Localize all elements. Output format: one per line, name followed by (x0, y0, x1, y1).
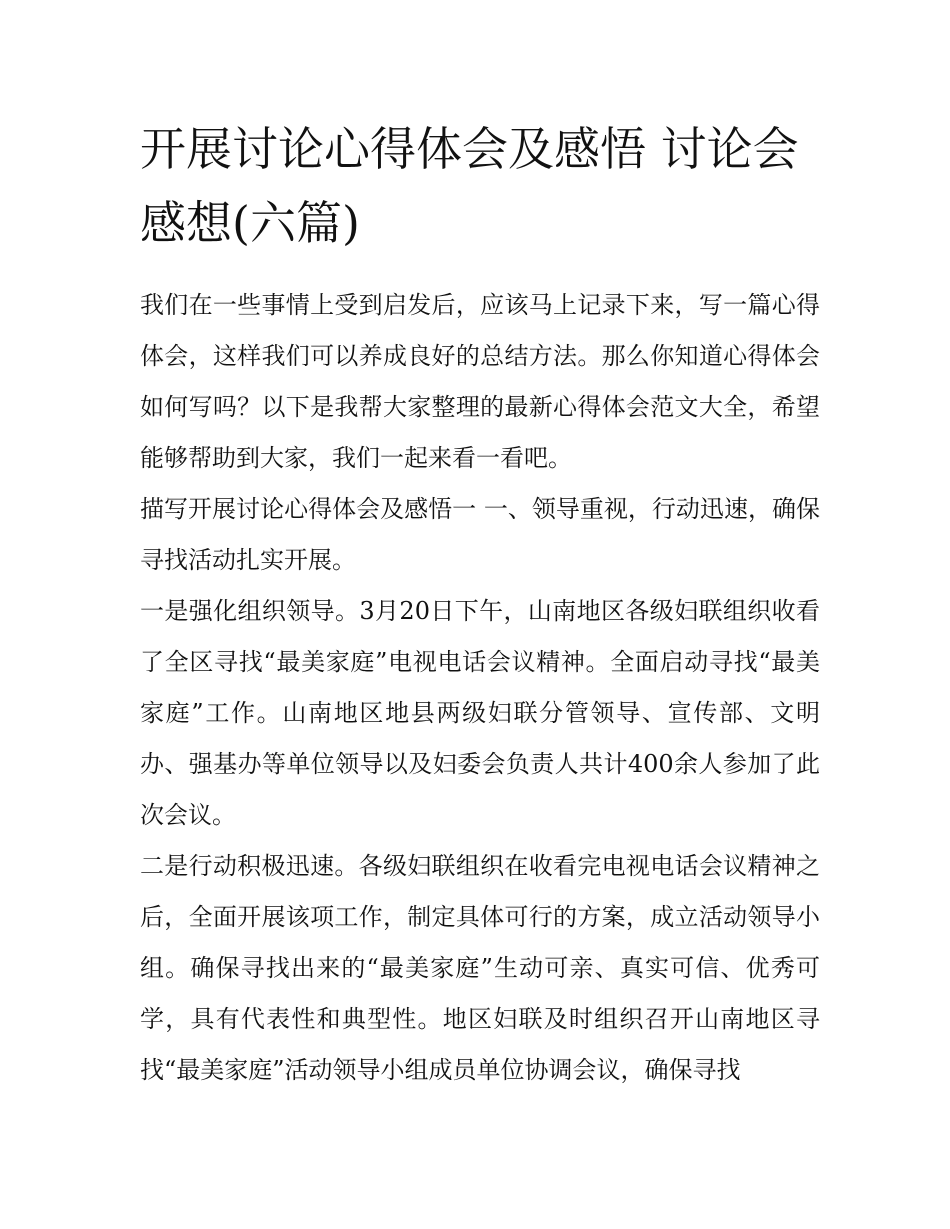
paragraph-point-one: 一是强化组织领导。3月20日下午，山南地区各级妇联组织收看了全区寻找“最美家庭”电视电话会议精神。全面启动寻找“最美家庭”工作。山南地区地县两级妇联分管领导、宣传部、文明办、强基办等单位领导以及妇委会负责人共计400余人参加了此次会议。 (140, 597, 820, 829)
document-body (140, 280, 820, 1096)
paragraph-intro: 我们在一些事情上受到启发后，应该马上记录下来，写一篇心得体会，这样我们可以养成良好的总结方法。那么你知道心得体会如何写吗？以下是我帮大家整理的最新心得体会范文大全，希望能够帮助到大家，我们一起来看一看吧。 (140, 291, 820, 472)
document-title: 开展讨论心得体会及感悟 讨论会感想(六篇) (140, 122, 799, 250)
paragraph-section-heading: 描写开展讨论心得体会及感悟一 一、领导重视，行动迅速，确保寻找活动扎实开展。 (140, 495, 820, 574)
paragraph-point-two: 二是行动积极迅速。各级妇联组织在收看完电视电话会议精神之后，全面开展该项工作，制定具体可行的方案，成立活动领导小组。确保寻找出来的“最美家庭”生动可亲、真实可信、优秀可学，具有代表性和典型性。地区妇联及时组织召开山南地区寻找“最美家庭”活动领导小组成员单位协调会议，确保寻找 (140, 852, 820, 1084)
